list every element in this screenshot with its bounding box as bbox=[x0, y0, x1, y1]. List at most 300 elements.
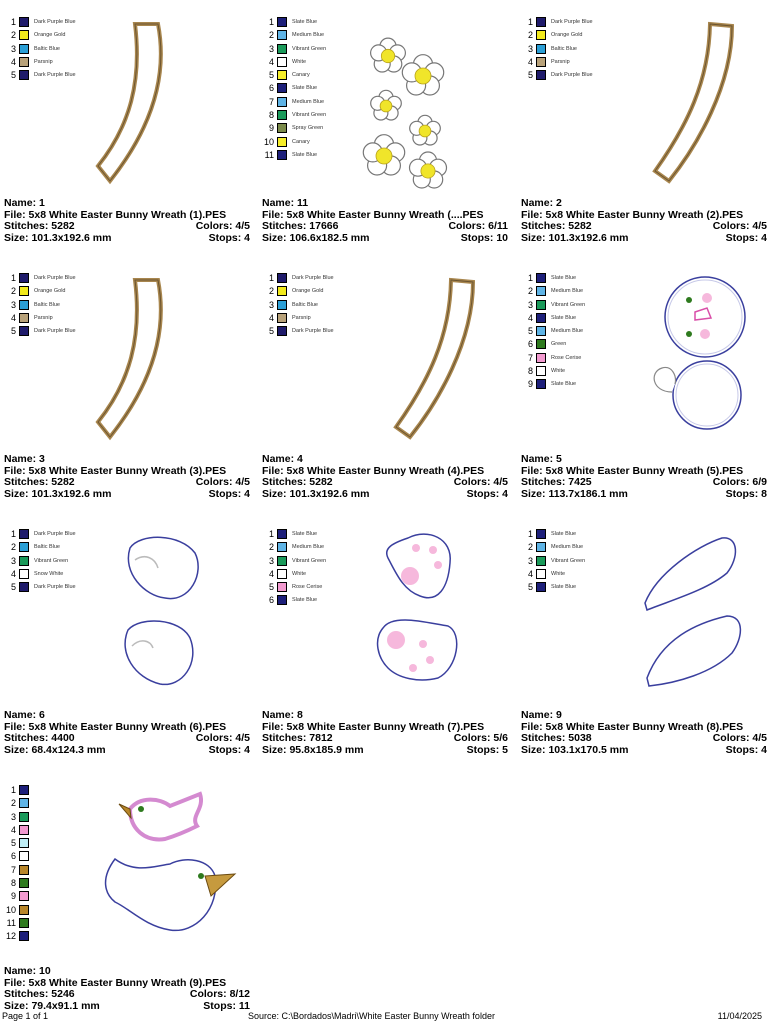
thread-number: 5 bbox=[10, 326, 16, 337]
design-name: 6 bbox=[39, 709, 45, 721]
stops-label: Stops: bbox=[725, 743, 762, 756]
stops-label: Stops: bbox=[466, 743, 503, 756]
thread-number: 5 bbox=[527, 582, 533, 593]
thread-number: 4 bbox=[10, 56, 16, 67]
thread-number: 2 bbox=[10, 286, 16, 297]
thread-color-swatch bbox=[19, 798, 29, 808]
thread-color-swatch bbox=[19, 582, 29, 592]
design-preview-image bbox=[617, 528, 747, 703]
thread-number: 11 bbox=[6, 917, 16, 928]
source-path: Source: C:\Bordados\Madri\White Easter Bunny Wreath folder bbox=[248, 1011, 495, 1021]
thread-number: 2 bbox=[268, 286, 274, 297]
thread-number: 9 bbox=[527, 379, 533, 390]
design-colors: 4/5 bbox=[752, 220, 767, 232]
thread-number: 4 bbox=[527, 568, 533, 579]
thread-number: 2 bbox=[10, 798, 16, 809]
thread-color-swatch bbox=[277, 595, 287, 605]
thread-color-swatch bbox=[277, 582, 287, 592]
design-name: 8 bbox=[297, 709, 303, 721]
thread-color-swatch bbox=[277, 44, 287, 54]
design-file: 5x8 White Easter Bunny Wreath (1).PES bbox=[28, 208, 227, 221]
name-label: Name: bbox=[521, 453, 557, 465]
design-card bbox=[0, 272, 250, 522]
thread-color-name: Medium Blue bbox=[551, 328, 584, 335]
design-preview-image bbox=[358, 528, 478, 703]
thread-color-name: Medium Blue bbox=[551, 288, 584, 295]
thread-color-name: Parsnip bbox=[292, 314, 311, 321]
thread-color-name: Baltic Blue bbox=[292, 301, 318, 308]
thread-color-swatch bbox=[536, 313, 546, 323]
thread-color-name: Rose Cerise bbox=[551, 354, 582, 361]
thread-number: 10 bbox=[263, 136, 274, 147]
thread-color-swatch bbox=[19, 569, 29, 579]
design-preview-image bbox=[90, 16, 220, 191]
thread-color-swatch bbox=[277, 150, 287, 160]
thread-color-name: Vibrant Green bbox=[292, 112, 327, 119]
stitches-label: Stitches: bbox=[4, 732, 52, 744]
thread-color-swatch bbox=[19, 70, 29, 80]
thread-color-name: Dark Purple Blue bbox=[34, 72, 76, 79]
design-stitches: 7425 bbox=[568, 476, 592, 488]
thread-number: 3 bbox=[268, 43, 274, 54]
thread-number: 5 bbox=[268, 582, 274, 593]
thread-number: 4 bbox=[527, 56, 533, 67]
thread-color-swatch bbox=[536, 17, 546, 27]
thread-number: 1 bbox=[10, 273, 16, 283]
thread-number: 1 bbox=[268, 529, 274, 539]
thread-color-swatch bbox=[536, 70, 546, 80]
thread-color-name: Orange Gold bbox=[34, 32, 66, 39]
design-name: 3 bbox=[39, 453, 45, 465]
thread-color-name: Orange Gold bbox=[292, 288, 324, 295]
thread-number: 4 bbox=[268, 312, 274, 323]
size-label: Size: bbox=[262, 743, 290, 756]
design-info bbox=[262, 710, 508, 756]
design-colors: 6/11 bbox=[488, 220, 508, 232]
thread-color-name: Parsnip bbox=[551, 58, 570, 65]
thread-color-swatch bbox=[19, 878, 29, 888]
thread-number: 5 bbox=[268, 70, 274, 81]
design-stops: 4 bbox=[502, 487, 508, 500]
thread-color-swatch bbox=[19, 931, 29, 941]
design-info bbox=[4, 454, 250, 500]
thread-number: 1 bbox=[527, 273, 533, 283]
design-stops: 5 bbox=[502, 743, 508, 756]
design-card bbox=[258, 528, 508, 778]
colors-label: Colors: bbox=[453, 732, 494, 744]
design-info bbox=[521, 454, 767, 500]
thread-color-swatch bbox=[536, 569, 546, 579]
thread-color-name: Slate Blue bbox=[551, 275, 577, 281]
design-stitches: 5282 bbox=[309, 476, 333, 488]
thread-color-swatch bbox=[536, 30, 546, 40]
thread-color-name: White bbox=[551, 368, 566, 375]
thread-color-swatch bbox=[19, 556, 29, 566]
name-label: Name: bbox=[4, 709, 40, 721]
design-preview-image bbox=[85, 784, 245, 959]
size-label: Size: bbox=[262, 487, 290, 500]
colors-label: Colors: bbox=[448, 220, 489, 232]
thread-number: 3 bbox=[10, 299, 16, 310]
stitches-label: Stitches: bbox=[262, 220, 310, 232]
design-name: 9 bbox=[556, 709, 562, 721]
thread-number: 7 bbox=[10, 864, 16, 875]
design-size: 79.4x91.1 mm bbox=[31, 999, 100, 1012]
thread-color-name: Dark Purple Blue bbox=[34, 19, 76, 25]
design-card bbox=[258, 16, 508, 266]
thread-number: 2 bbox=[527, 30, 533, 41]
thread-number: 1 bbox=[10, 785, 16, 795]
thread-number: 2 bbox=[527, 542, 533, 553]
thread-color-name: Vibrant Green bbox=[292, 45, 327, 52]
design-stops: 8 bbox=[761, 487, 767, 500]
thread-color-name: Baltic Blue bbox=[34, 301, 60, 308]
design-stops: 4 bbox=[244, 487, 250, 500]
design-preview-image bbox=[90, 272, 220, 447]
thread-color-name: Baltic Blue bbox=[551, 45, 577, 52]
thread-color-swatch bbox=[277, 70, 287, 80]
thread-number: 6 bbox=[10, 851, 16, 862]
thread-number: 1 bbox=[10, 529, 16, 539]
design-colors: 4/5 bbox=[235, 476, 250, 488]
design-card bbox=[0, 784, 250, 1034]
design-file: 5x8 White Easter Bunny Wreath (6).PES bbox=[28, 720, 227, 733]
thread-color-name: Slate Blue bbox=[551, 314, 577, 321]
thread-color-swatch bbox=[277, 556, 287, 566]
stops-label: Stops: bbox=[208, 487, 245, 500]
design-stitches: 5038 bbox=[568, 732, 592, 744]
thread-color-name: Dark Purple Blue bbox=[551, 72, 593, 79]
thread-color-name: Snow White bbox=[34, 570, 64, 577]
thread-color-name: Orange Gold bbox=[34, 288, 66, 295]
thread-color-swatch bbox=[19, 57, 29, 67]
design-file: 5x8 White Easter Bunny Wreath (7).PES bbox=[286, 720, 485, 733]
thread-number: 3 bbox=[10, 43, 16, 54]
thread-color-swatch bbox=[277, 326, 287, 336]
thread-color-name: Medium Blue bbox=[292, 98, 325, 105]
thread-color-swatch bbox=[536, 44, 546, 54]
design-size: 113.7x186.1 mm bbox=[548, 487, 628, 500]
name-label: Name: bbox=[262, 197, 298, 209]
thread-number: 3 bbox=[10, 555, 16, 566]
design-preview-image bbox=[358, 16, 478, 191]
design-colors: 4/5 bbox=[235, 220, 250, 232]
thread-color-swatch bbox=[277, 57, 287, 67]
stitches-label: Stitches: bbox=[521, 220, 569, 232]
thread-color-name: Dark Purple Blue bbox=[292, 328, 334, 335]
thread-number: 2 bbox=[10, 542, 16, 553]
thread-color-name: Medium Blue bbox=[292, 544, 325, 551]
thread-color-swatch bbox=[19, 542, 29, 552]
thread-number: 1 bbox=[527, 529, 533, 539]
thread-color-swatch bbox=[19, 891, 29, 901]
thread-number: 2 bbox=[268, 542, 274, 553]
size-label: Size: bbox=[521, 743, 549, 756]
design-info bbox=[521, 198, 767, 244]
thread-number: 9 bbox=[10, 891, 16, 902]
design-file: 5x8 White Easter Bunny Wreath (3).PES bbox=[28, 464, 227, 477]
file-label: File: bbox=[4, 208, 29, 221]
thread-number: 5 bbox=[527, 70, 533, 81]
thread-color-swatch bbox=[277, 542, 287, 552]
thread-number: 2 bbox=[527, 286, 533, 297]
thread-color-swatch bbox=[277, 17, 287, 27]
thread-color-name: Baltic Blue bbox=[34, 45, 60, 52]
thread-color-name: White bbox=[551, 570, 566, 577]
stops-label: Stops: bbox=[460, 231, 497, 244]
design-colors: 6/9 bbox=[752, 476, 767, 488]
colors-label: Colors: bbox=[189, 988, 230, 1000]
thread-number: 2 bbox=[10, 30, 16, 41]
thread-color-swatch bbox=[19, 313, 29, 323]
thread-number: 4 bbox=[10, 568, 16, 579]
design-file: 5x8 White Easter Bunny Wreath (5).PES bbox=[545, 464, 744, 477]
thread-number: 5 bbox=[268, 326, 274, 337]
thread-color-swatch bbox=[536, 529, 546, 539]
thread-color-swatch bbox=[277, 313, 287, 323]
design-info bbox=[262, 198, 508, 244]
name-label: Name: bbox=[262, 709, 298, 721]
design-stitches: 5246 bbox=[51, 988, 75, 1000]
design-stops: 4 bbox=[244, 743, 250, 756]
design-colors: 8/12 bbox=[229, 988, 250, 1000]
thread-color-name: Medium Blue bbox=[292, 32, 325, 39]
thread-color-swatch bbox=[277, 529, 287, 539]
design-card bbox=[517, 16, 767, 266]
thread-number: 3 bbox=[527, 555, 533, 566]
design-info bbox=[4, 198, 250, 244]
file-label: File: bbox=[4, 720, 29, 733]
design-name: 11 bbox=[297, 197, 309, 209]
design-name: 1 bbox=[39, 197, 45, 209]
thread-color-swatch bbox=[19, 918, 29, 928]
design-file: 5x8 White Easter Bunny Wreath (9).PES bbox=[28, 976, 227, 989]
name-label: Name: bbox=[4, 965, 40, 977]
thread-number: 2 bbox=[268, 30, 274, 41]
thread-color-name: Slate Blue bbox=[292, 85, 318, 92]
thread-color-name: Dark Purple Blue bbox=[34, 328, 76, 335]
design-colors: 4/5 bbox=[493, 476, 508, 488]
design-size: 95.8x185.9 mm bbox=[289, 743, 364, 756]
thread-color-swatch bbox=[536, 556, 546, 566]
name-label: Name: bbox=[4, 453, 40, 465]
thread-number: 8 bbox=[268, 110, 274, 121]
thread-number: 4 bbox=[268, 568, 274, 579]
thread-color-swatch bbox=[19, 44, 29, 54]
thread-color-swatch bbox=[536, 379, 546, 389]
thread-number: 3 bbox=[527, 299, 533, 310]
design-colors: 5/6 bbox=[493, 732, 508, 744]
stops-label: Stops: bbox=[466, 487, 503, 500]
design-stitches: 5282 bbox=[568, 220, 592, 232]
colors-label: Colors: bbox=[195, 220, 236, 232]
thread-number: 1 bbox=[268, 273, 274, 283]
thread-number: 3 bbox=[268, 555, 274, 566]
file-label: File: bbox=[4, 976, 29, 989]
thread-color-name: Slate Blue bbox=[292, 531, 318, 537]
name-label: Name: bbox=[521, 197, 557, 209]
thread-color-swatch bbox=[536, 582, 546, 592]
stitches-label: Stitches: bbox=[262, 476, 310, 488]
thread-number: 8 bbox=[527, 366, 533, 377]
thread-color-swatch bbox=[19, 812, 29, 822]
design-size: 101.3x192.6 mm bbox=[548, 231, 629, 244]
thread-color-name: Canary bbox=[292, 72, 310, 79]
thread-color-swatch bbox=[277, 286, 287, 296]
thread-color-name: Vibrant Green bbox=[551, 557, 586, 564]
thread-color-swatch bbox=[19, 838, 29, 848]
print-date: 11/04/2025 bbox=[717, 1011, 762, 1021]
thread-color-swatch bbox=[19, 785, 29, 795]
design-preview-image bbox=[617, 272, 752, 447]
thread-number: 3 bbox=[10, 811, 16, 822]
design-card bbox=[517, 272, 767, 522]
thread-number: 4 bbox=[527, 312, 533, 323]
size-label: Size: bbox=[262, 231, 290, 244]
thread-color-name: Dark Purple Blue bbox=[34, 531, 76, 537]
thread-color-name: Parsnip bbox=[34, 314, 53, 321]
file-label: File: bbox=[262, 464, 287, 477]
thread-color-swatch bbox=[277, 137, 287, 147]
thread-color-swatch bbox=[19, 865, 29, 875]
design-stitches: 7812 bbox=[309, 732, 333, 744]
thread-color-name: Dark Purple Blue bbox=[34, 584, 76, 591]
thread-color-name: White bbox=[292, 58, 307, 65]
design-preview-image bbox=[110, 528, 230, 703]
thread-color-swatch bbox=[536, 326, 546, 336]
thread-color-swatch bbox=[277, 569, 287, 579]
design-card bbox=[0, 16, 250, 266]
design-name: 5 bbox=[556, 453, 562, 465]
thread-color-swatch bbox=[536, 353, 546, 363]
thread-color-swatch bbox=[19, 905, 29, 915]
thread-color-swatch bbox=[536, 366, 546, 376]
name-label: Name: bbox=[4, 197, 40, 209]
thread-number: 1 bbox=[527, 17, 533, 27]
thread-number: 10 bbox=[5, 904, 16, 915]
thread-color-name: Orange Gold bbox=[551, 32, 583, 39]
thread-number: 6 bbox=[268, 83, 274, 94]
file-label: File: bbox=[262, 208, 287, 221]
thread-color-swatch bbox=[19, 286, 29, 296]
colors-label: Colors: bbox=[712, 220, 753, 232]
stitches-label: Stitches: bbox=[262, 732, 310, 744]
design-stops: 4 bbox=[244, 231, 250, 244]
thread-color-swatch bbox=[277, 97, 287, 107]
design-name: 10 bbox=[39, 965, 51, 977]
design-info bbox=[4, 710, 250, 756]
thread-number: 5 bbox=[10, 838, 16, 849]
colors-label: Colors: bbox=[195, 732, 236, 744]
file-label: File: bbox=[521, 464, 546, 477]
thread-color-swatch bbox=[536, 286, 546, 296]
name-label: Name: bbox=[521, 709, 557, 721]
design-card bbox=[258, 272, 508, 522]
thread-color-swatch bbox=[277, 123, 287, 133]
thread-color-swatch bbox=[19, 529, 29, 539]
design-stops: 11 bbox=[238, 999, 250, 1012]
thread-color-name: Spray Green bbox=[292, 125, 324, 132]
thread-color-name: Slate Blue bbox=[292, 19, 318, 25]
thread-color-name: Green bbox=[551, 341, 567, 348]
name-label: Name: bbox=[262, 453, 298, 465]
thread-color-name: Slate Blue bbox=[551, 531, 577, 537]
thread-color-swatch bbox=[19, 30, 29, 40]
design-preview-image bbox=[358, 272, 488, 447]
thread-number: 8 bbox=[10, 878, 16, 889]
thread-color-swatch bbox=[19, 825, 29, 835]
design-stitches: 5282 bbox=[51, 220, 75, 232]
thread-color-name: Rose Cerise bbox=[292, 584, 323, 591]
thread-color-name: Slate Blue bbox=[292, 151, 318, 158]
thread-number: 1 bbox=[268, 17, 274, 27]
thread-number: 6 bbox=[527, 339, 533, 350]
thread-color-swatch bbox=[277, 30, 287, 40]
design-size: 103.1x170.5 mm bbox=[548, 743, 629, 756]
thread-number: 4 bbox=[10, 312, 16, 323]
thread-number: 1 bbox=[10, 17, 16, 27]
stitches-label: Stitches: bbox=[4, 988, 52, 1000]
design-size: 101.3x192.6 mm bbox=[31, 487, 112, 500]
thread-color-name: Dark Purple Blue bbox=[34, 275, 76, 281]
colors-label: Colors: bbox=[195, 476, 236, 488]
thread-number: 6 bbox=[268, 595, 274, 606]
thread-number: 11 bbox=[264, 149, 274, 160]
design-size: 101.3x192.6 mm bbox=[289, 487, 370, 500]
size-label: Size: bbox=[521, 231, 549, 244]
size-label: Size: bbox=[4, 231, 32, 244]
thread-color-name: Slate Blue bbox=[551, 584, 577, 591]
thread-number: 3 bbox=[268, 299, 274, 310]
stitches-label: Stitches: bbox=[4, 220, 52, 232]
design-info bbox=[521, 710, 767, 756]
design-size: 101.3x192.6 mm bbox=[31, 231, 112, 244]
stitches-label: Stitches: bbox=[521, 476, 569, 488]
thread-color-swatch bbox=[19, 273, 29, 283]
thread-number: 5 bbox=[10, 582, 16, 593]
file-label: File: bbox=[262, 720, 287, 733]
thread-number: 4 bbox=[10, 824, 16, 835]
thread-color-name: Baltic Blue bbox=[34, 544, 60, 551]
thread-color-swatch bbox=[536, 57, 546, 67]
stops-label: Stops: bbox=[725, 487, 762, 500]
stitches-label: Stitches: bbox=[4, 476, 52, 488]
thread-number: 3 bbox=[527, 43, 533, 54]
design-stitches: 4400 bbox=[51, 732, 75, 744]
thread-color-name: Slate Blue bbox=[292, 597, 318, 604]
design-file: 5x8 White Easter Bunny Wreath (2).PES bbox=[545, 208, 744, 221]
design-name: 4 bbox=[297, 453, 303, 465]
stops-label: Stops: bbox=[725, 231, 762, 244]
design-stitches: 5282 bbox=[51, 476, 75, 488]
colors-label: Colors: bbox=[453, 476, 494, 488]
design-stitches: 17666 bbox=[309, 220, 339, 232]
thread-number: 12 bbox=[5, 931, 16, 942]
thread-color-swatch bbox=[19, 300, 29, 310]
size-label: Size: bbox=[4, 487, 32, 500]
design-card bbox=[0, 528, 250, 778]
thread-number: 9 bbox=[268, 123, 274, 134]
thread-color-swatch bbox=[536, 542, 546, 552]
thread-color-name: Canary bbox=[292, 138, 310, 145]
thread-color-swatch bbox=[277, 110, 287, 120]
design-size: 68.4x124.3 mm bbox=[31, 743, 106, 756]
thread-color-name: Medium Blue bbox=[551, 544, 584, 551]
thread-color-swatch bbox=[19, 17, 29, 27]
stops-label: Stops: bbox=[203, 999, 239, 1012]
size-label: Size: bbox=[4, 999, 32, 1012]
design-file: 5x8 White Easter Bunny Wreath (....PES bbox=[286, 208, 484, 221]
